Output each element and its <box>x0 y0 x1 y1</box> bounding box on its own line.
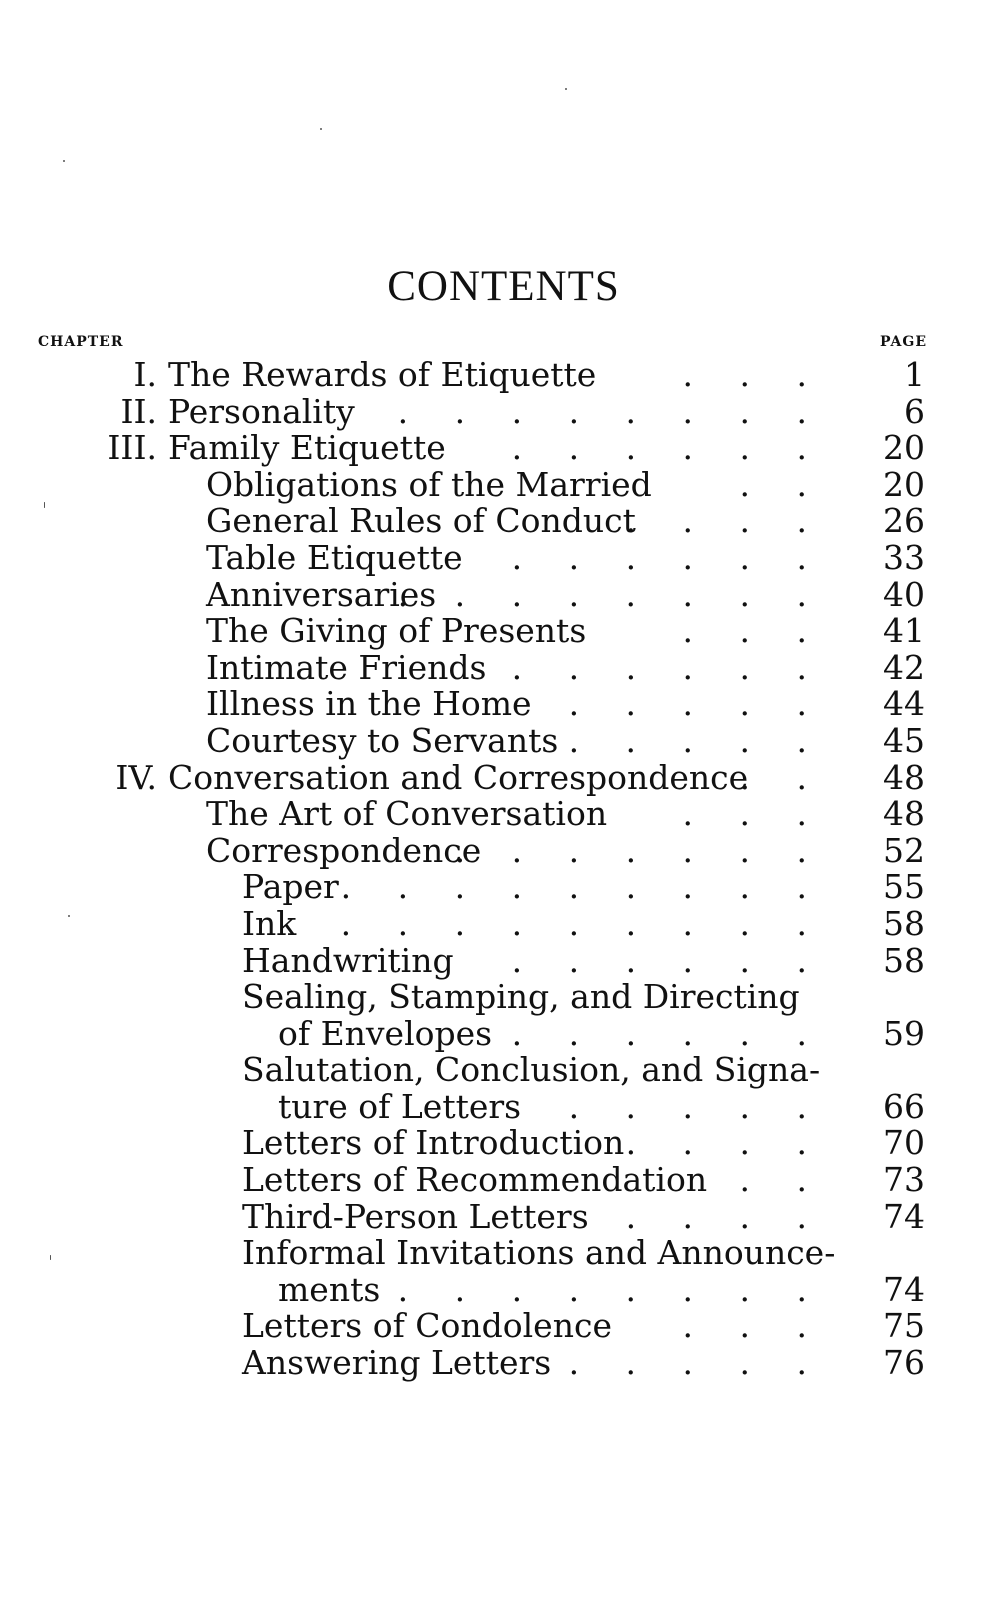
toc-entry <box>0 1125 1007 1162</box>
page-number: 76 <box>883 1343 925 1383</box>
entry-title: Personality <box>168 391 355 431</box>
page-title: CONTENTS <box>387 263 620 310</box>
entry-title: Family Etiquette <box>168 428 446 468</box>
dot-leader: . . . . . . <box>511 428 825 468</box>
dot-leader: . . . . . . . . <box>397 1269 825 1309</box>
toc-entry <box>0 1052 1007 1089</box>
entry-title: The Giving of Presents <box>206 611 587 651</box>
toc-entry <box>0 1308 1007 1345</box>
chapter-number: III. <box>107 428 157 468</box>
toc-entry <box>0 357 1007 394</box>
entry-title: Intimate Friends <box>206 647 487 687</box>
dot-leader: . . . . <box>625 501 825 541</box>
dot-leader: . . . . . <box>568 1086 825 1126</box>
dot-leader: . . . <box>682 794 825 834</box>
scan-speck <box>320 128 322 130</box>
dot-leader: . . . <box>682 611 825 651</box>
dot-leader: . . . . . . <box>511 537 825 577</box>
dot-leader: . . . . . . . . . <box>340 903 825 943</box>
toc-entry <box>0 903 1007 943</box>
entry-title: Sealing, Stamping, and Directing <box>242 977 800 1017</box>
entry-title: Third-Person Letters <box>242 1196 589 1236</box>
toc-entry <box>0 1235 1007 1272</box>
entry-title: Obligations of the Married <box>206 464 652 504</box>
dot-leader: . . . <box>682 1306 825 1346</box>
page-number: 74 <box>883 1196 925 1236</box>
dot-leader: . . . . . . <box>511 940 825 980</box>
page-number: 75 <box>883 1306 925 1346</box>
entry-title: of Envelopes <box>278 1013 493 1053</box>
page-number: 70 <box>883 1123 925 1163</box>
page-number: 6 <box>904 391 925 431</box>
toc-entry <box>0 464 1007 504</box>
entry-title: Letters of Introduction <box>242 1123 625 1163</box>
chapter-number: IV. <box>115 757 157 797</box>
scan-speck <box>63 160 65 162</box>
toc-entry <box>0 574 1007 614</box>
toc-entry <box>0 1269 1007 1309</box>
dot-leader: . . . . . . . <box>454 830 825 870</box>
dot-leader: . . . . <box>625 1123 825 1163</box>
page-number: 74 <box>883 1269 925 1309</box>
page-number: 48 <box>883 794 925 834</box>
entry-title: ture of Letters <box>278 1086 522 1126</box>
toc-entry <box>0 940 1007 980</box>
page-number: 48 <box>883 757 925 797</box>
page-number: 44 <box>883 684 925 724</box>
toc-entry <box>0 796 1007 833</box>
page-number: 58 <box>883 940 925 980</box>
toc-entry <box>0 1345 1007 1382</box>
scan-speck <box>50 1255 51 1260</box>
entry-title: Ink <box>242 903 297 943</box>
chapter-column-label: CHAPTER <box>38 334 124 350</box>
toc-entry <box>0 537 1007 577</box>
page-number: 42 <box>883 647 925 687</box>
toc-entry <box>0 613 1007 650</box>
page-number: 40 <box>883 574 925 614</box>
dot-leader: . . . . . <box>568 1343 825 1383</box>
entry-title: ments <box>278 1269 381 1309</box>
toc-entry <box>0 430 1007 467</box>
dot-leader: . . . . . . <box>511 647 825 687</box>
toc-entry <box>0 647 1007 687</box>
entry-title: Conversation and Correspondence <box>168 757 749 797</box>
entry-title: Answering Letters <box>242 1343 552 1383</box>
chapter-number: I. <box>133 355 157 394</box>
toc-entry <box>0 869 1007 906</box>
chapter-number: II. <box>120 391 157 431</box>
toc-entry <box>0 720 1007 760</box>
toc-entry <box>0 757 1007 797</box>
scan-speck <box>68 915 70 917</box>
dot-leader: . . . . . . . . <box>397 391 825 431</box>
entry-title: Paper <box>242 867 339 907</box>
toc-entry <box>0 503 1007 540</box>
dot-leader: . . . . . . . . <box>397 574 825 614</box>
entry-title: Illness in the Home <box>206 684 532 724</box>
page-number: 20 <box>883 428 925 468</box>
entry-title: The Rewards of Etiquette <box>168 355 597 394</box>
dot-leader: . . . . <box>625 1196 825 1236</box>
table-of-contents <box>0 357 1007 1382</box>
page-number: 41 <box>883 611 925 651</box>
entry-title: Letters of Condolence <box>242 1306 612 1346</box>
dot-leader: . . <box>739 757 825 797</box>
toc-entry <box>0 391 1007 431</box>
scan-speck <box>44 502 45 508</box>
dot-leader: . . <box>739 464 825 504</box>
entry-title: Courtesy to Servants <box>206 720 559 760</box>
dot-leader: . . . . . <box>568 720 825 760</box>
scan-speck <box>565 88 567 90</box>
page-column-label: PAGE <box>880 334 927 350</box>
entry-title: Letters of Recommendation <box>242 1160 708 1200</box>
dot-leader: . . . . . . <box>511 1013 825 1053</box>
entry-title: General Rules of Conduct <box>206 501 636 541</box>
toc-entry <box>0 686 1007 723</box>
page-number: 33 <box>883 537 925 577</box>
dot-leader: . . . . . . . . . <box>340 867 825 907</box>
page-number: 45 <box>883 720 925 760</box>
toc-entry <box>0 830 1007 870</box>
page-number: 52 <box>883 830 925 870</box>
page-number: 20 <box>883 464 925 504</box>
entry-title: Handwriting <box>242 940 454 980</box>
page-number: 1 <box>904 355 925 394</box>
page-number: 26 <box>883 501 925 541</box>
entry-title: Correspondence <box>206 830 482 870</box>
entry-title: Table Etiquette <box>206 537 463 577</box>
page-number: 66 <box>883 1086 925 1126</box>
toc-entry <box>0 1162 1007 1199</box>
toc-entry <box>0 1086 1007 1126</box>
dot-leader: . . . <box>682 355 825 394</box>
entry-title: The Art of Conversation <box>206 794 608 834</box>
dot-leader: . . <box>739 1160 825 1200</box>
page-number: 58 <box>883 903 925 943</box>
dot-leader: . . . . . <box>568 684 825 724</box>
entry-title: Informal Invitations and Announce- <box>242 1233 836 1273</box>
entry-title: Salutation, Conclusion, and Signa- <box>242 1050 821 1090</box>
toc-entry <box>0 1196 1007 1236</box>
toc-entry <box>0 979 1007 1016</box>
page-number: 55 <box>883 867 925 907</box>
page-number: 59 <box>883 1013 925 1053</box>
page-number: 73 <box>883 1160 925 1200</box>
entry-title: Anniversaries <box>206 574 437 614</box>
toc-entry <box>0 1013 1007 1053</box>
